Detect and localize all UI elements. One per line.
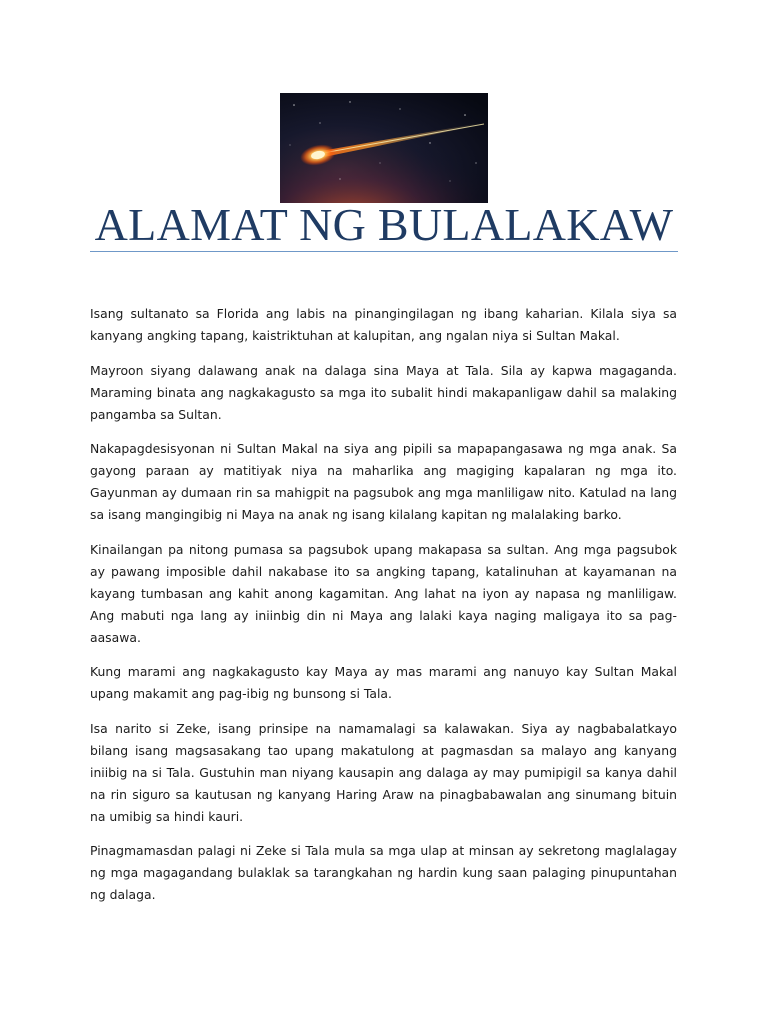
paragraph-4: Kinailangan pa nitong pumasa sa pagsubok upang makapasa sa sultan. Ang mga pagsubok ay pawang imposible dahil nakabase ito sa angking tapang, katalinuhan at kayamanan na kayang tumbasan ang kahit anong kagamitan. Ang lahat na iyon ay napasa ng manliligaw. Ang mabuti nga lang ay iniinbig din ni Maya ang lalaki kaya naging maligaya ito sa pag-aasawa. (90, 541, 677, 645)
comet-image (280, 93, 488, 203)
document-title: ALAMAT NG BULALAKAW (94, 199, 674, 250)
paragraph-2: Mayroon siyang dalawang anak na dalaga sina Maya at Tala. Sila ay kapwa magaganda. Maraming binata ang nagkakagusto sa mga ito subalit hindi makapanligaw dahil sa malaking pangamba sa Sultan. (90, 362, 677, 422)
paragraph-6: Isa narito si Zeke, isang prinsipe na namamalagi sa kalawakan. Siya ay nagbabalatkayo bilang isang magsasakang tao upang makatulong at pagmasdan sa malayo ang kanyang iniibig na si Tala. Gustuhin man niyang kausapin ang dalaga ay may pumipigil sa kanya dahil na rin siguro sa kautusan ng kanyang Haring Araw na pinagbabawalan ang sinumang bituin na umibig sa hindi kauri. (90, 720, 677, 824)
title-underline (90, 251, 678, 252)
story-body (90, 303, 677, 919)
paragraph-1: Isang sultanato sa Florida ang labis na pinangingilagan ng ibang kaharian. Kilala siya sa kanyang angking tapang, kaistriktuhan at kalupitan, ang ngalan niya si Sultan Makal. (90, 306, 677, 343)
paragraph-3: Nakapagdesisyonan ni Sultan Makal na siya ang pipili sa mapapangasawa ng mga anak. Sa gayong paraan ay matitiyak niya na maharlika ang magiging kapalaran ng mga ito. Gayunman ay dumaan rin sa mahigpit na pagsubok ang mga manliligaw nito. Katulad na lang sa isang mangingibig ni Maya na anak ng isang kilalang kapitan ng malalaking barko. (90, 441, 677, 522)
paragraph-5: Kung marami ang nagkakagusto kay Maya ay mas marami ang nanuyo kay Sultan Makal upang makamit ang pag-ibig ng bunsong si Tala. (90, 664, 677, 701)
paragraph-7: Pinagmamasdan palagi ni Zeke si Tala mula sa mga ulap at minsan ay sekretong maglalagay ng mga magagandang bulaklak sa tarangkahan ng hardin kung saan palaging pinupuntahan ng dalaga. (90, 843, 677, 902)
